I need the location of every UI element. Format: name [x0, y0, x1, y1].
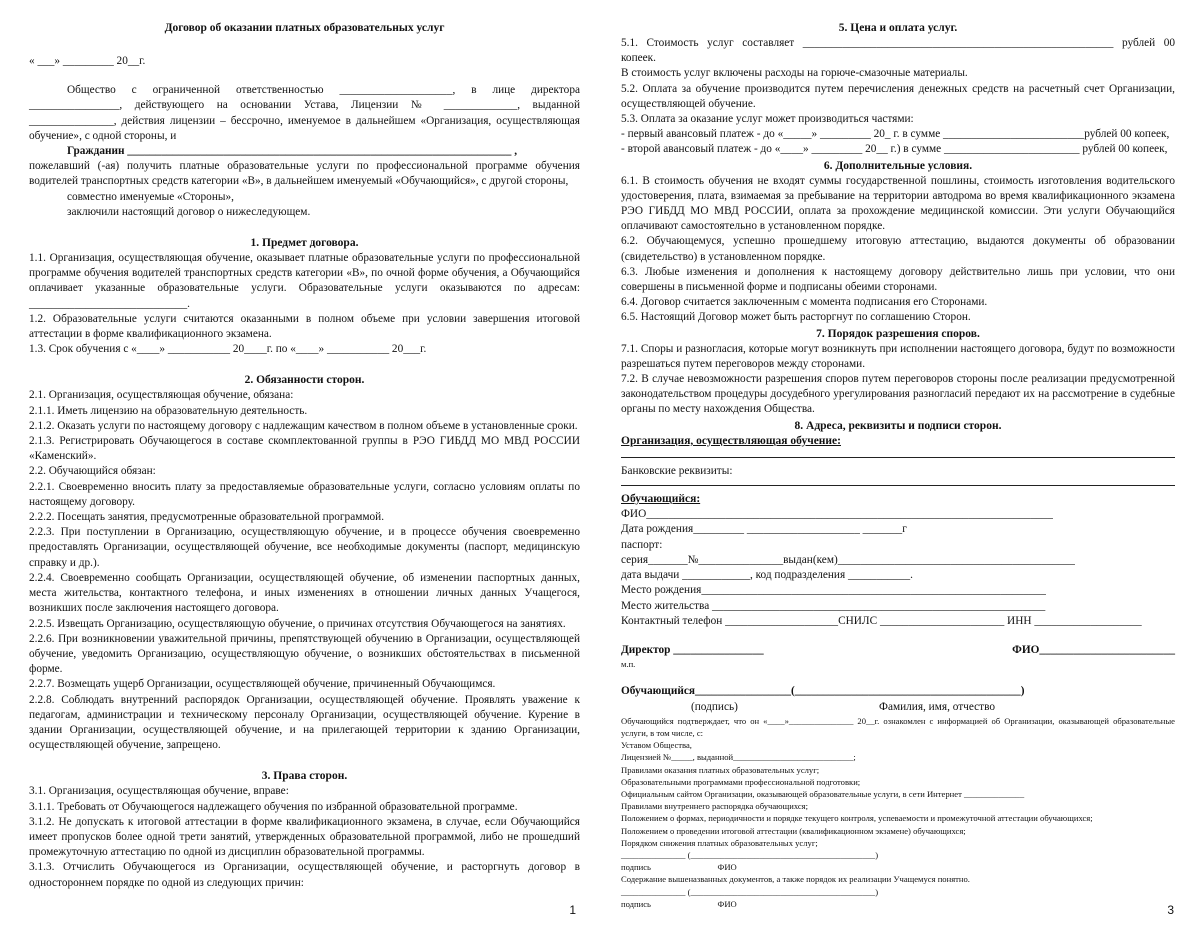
section-7-title: 7. Порядок разрешения споров.	[816, 327, 980, 340]
clause-6-5: 6.5. Настоящий Договор может быть расторгнут по соглашению Сторон.	[621, 311, 971, 324]
section-5-title: 5. Цена и оплата услуг.	[838, 22, 958, 34]
student-issue-date-field: дата выдачи ____________, код подразделения ___________.	[621, 569, 913, 582]
student-signature-line: Обучающийся_________________(________________________________________)	[621, 685, 1025, 698]
clause-1-3: 1.3. Срок обучения с «____» ___________ 20____г. по «____» ___________ 20___г.	[29, 343, 427, 356]
contract-title: Договор об оказании платных образовательных услуг	[164, 22, 445, 34]
clause-2-1: 2.1. Организация, осуществляющая обучение, обязана:	[29, 389, 294, 402]
section-3-title: 3. Права сторон.	[261, 770, 348, 783]
clause-2-1-3: 2.1.3. Регистрировать Обучающегося в составе скомплектованной группы в РЭО ГИБДД МО МВД РОССИИ «Каменский».	[29, 435, 580, 463]
ack-discount-order: Порядком снижения платных образовательных услуг;	[621, 837, 818, 848]
second-payment: - второй авансовый платеж - до «____» _________ 20__ г.) в сумме ________________________ рублей 00 копеек,	[621, 143, 1168, 156]
clause-7-2: 7.2. В случае невозможности разрешения споров путем переговоров стороны после реализации предусмотренной законодательством процедуры досудебного урегулирования разногласий передают их на рассмотрение в судебные органы по месту нахождения Общества.	[621, 373, 1175, 416]
clause-6-2: 6.2. Обучающемуся, успешно прошедшему итоговую аттестацию, выдаются документы об образовании (свидетельство) в установленном порядке.	[621, 235, 1175, 263]
clause-6-1: 6.1. В стоимость обучения не входят суммы государственной пошлины, стоимость изготовления водительского удостоверения, плата, взимаемая за пребывание на территории автодрома во время квалификационного экзамена РЭО ГИБДД МО МВД РОССИИ, оплата за прохождение медицинской комиссии. Эти услуги Обучающийся оплачивают самостоятельно в установленном порядке.	[621, 174, 1175, 233]
ack-signature-line-2: _______________ (___________________________________________)	[621, 886, 879, 897]
clause-2-2-8: 2.2.8. Соблюдать внутренний распорядок Организации, осуществляющей обучение. Проявлять уважение к педагогам, администрации и техническому персоналу Организации, осуществляющей обучение. Курение в здании Организации, осуществляющей обучение, и на прилегающей территории к зданию Организации, осуществляющей обучение, запрещено.	[29, 693, 580, 752]
section-2-title: 2. Обязанности сторон.	[244, 374, 365, 387]
ack-final-attestation: Положением о проведении итоговой аттестации (квалификационном экзамене) обучающихся;	[621, 825, 966, 836]
contract-date-line: « ___» _________ 20__г.	[29, 55, 146, 67]
ack-service-rules: Правилами оказания платных образовательных услуг;	[621, 764, 820, 775]
ack-signature-caption-2: подпись ФИО	[621, 898, 737, 909]
director-signature: Директор ________________	[621, 643, 764, 656]
signature-caption-name: Фамилия, имя, отчество	[879, 700, 995, 713]
page-number: 3	[1167, 903, 1174, 917]
ack-website: Официальным сайтом Организации, оказывающей образовательные услуги, в сети Интернет ______________	[621, 788, 1025, 799]
signature-captions	[621, 700, 1175, 715]
clause-2-1-2: 2.1.2. Оказать услуги по настоящему договору с надлежащим качеством в полном объеме в установленные сроки.	[29, 419, 578, 432]
ack-programs: Образовательными программами профессиональной подготовки;	[621, 776, 861, 787]
stamp-place: м.п.	[621, 659, 636, 670]
clause-6-4: 6.4. Договор считается заключенным с момента подписания его Сторонами.	[621, 296, 988, 309]
student-fio-field: ФИО________________________________________________________________________	[621, 508, 1053, 521]
student-passport-label: паспорт:	[621, 538, 663, 551]
clause-5-1-fuel: В стоимость услуг включены расходы на горюче-смазочные материалы.	[621, 67, 968, 80]
ack-contents-understood: Содержание вышеназванных документов, а также порядок их реализации Учащемуся понятно.	[621, 874, 970, 885]
preamble-student: пожелавший (-ая) получить платные образовательные услуги по профессиональной программе обучения водителей транспортных средств категории «В», в дальнейшем именуемый «Обучающийся», с другой стороны,	[29, 160, 580, 188]
student-passport-series-field: серия_______№_______________выдан(кем)__________________________________________	[621, 553, 1075, 566]
preamble-org: Общество с ограниченной ответственностью ____________________, в лице директора ________________, действующего на основании Устава, Лицензии № _____________, выданной _______________, действия лицензии – бессрочно, именуемое в дальнейшем «Организация, осуществляющая обучение», с одной стороны, и	[29, 84, 580, 142]
clause-3-1-3: 3.1.3. Отчислить Обучающегося из Организации, осуществляющей обучение, и расторгнуть договор в одностороннем порядке по одной из следующих причин:	[29, 861, 580, 889]
ack-internal-rules: Правилами внутреннего распорядка обучающихся;	[621, 801, 809, 812]
student-birthplace-field: Место рождения_____________________________________________________________	[621, 584, 1046, 597]
student-birthdate-field: Дата рождения_________ ____________________ _______г	[621, 523, 907, 536]
page-number: 1	[569, 903, 576, 917]
student-contacts-field: Контактный телефон ____________________СНИЛС ______________________ ИНН ___________________	[621, 614, 1142, 627]
first-payment: - первый авансовый платеж - до «_____» _________ 20_ г. в сумме _________________________рублей 00 копеек,	[621, 128, 1170, 141]
clause-1-2: 1.2. Образовательные услуги считаются оказанными в полном объеме при условии завершения итоговой аттестации в форме квалификационного экзамена.	[29, 312, 580, 341]
section-6-title: 6. Дополнительные условия.	[823, 159, 973, 172]
clause-2-2-6: 2.2.6. При возникновении уважительной причины, препятствующей обучению в Организации, осуществляющей обучение, уведомить Организацию, осуществляющую обучение, о возникших обстоятельствах в письменной форме.	[29, 632, 580, 676]
clause-1-1: 1.1. Организация, осуществляющая обучение, оказывает платные образовательные услуги по профессиональной программе обучения водителей транспортных средств категории «В», по очной форме обучения, а Обучающийся оплачивает указанные образовательные услуги. Образовательные услуги оказываются по адресам: ____________________________.	[29, 252, 580, 310]
org-line	[621, 457, 1175, 458]
clause-5-3: 5.3. Оплата за оказание услуг может производиться частями:	[621, 113, 914, 126]
director-fio: ФИО________________________	[1012, 643, 1175, 656]
clause-5-1: 5.1. Стоимость услуг составляет _______________________________________________________ рублей 00 копеек.	[621, 37, 1175, 65]
bank-line	[621, 485, 1175, 486]
student-requisites-label: Обучающийся:	[621, 493, 701, 506]
section-8-title: 8. Адреса, реквизиты и подписи сторон.	[794, 419, 1002, 432]
preamble-concluded: заключили настоящий договор о нижеследующем.	[67, 205, 311, 218]
ack-charter: Уставом Общества,	[621, 740, 692, 751]
ack-signature-caption-1: подпись ФИО	[621, 862, 737, 873]
ack-license: Лицензией №_____, выданной____________________________;	[621, 752, 856, 763]
preamble-parties: совместно именуемые «Стороны»,	[67, 190, 234, 203]
preamble-citizen: Гражданин ____________________________________________________________________ ,	[67, 145, 518, 158]
clause-3-1: 3.1. Организация, осуществляющая обучение, вправе:	[29, 785, 289, 798]
clause-2-2-5: 2.2.5. Извещать Организацию, осуществляющую обучение, о причинах отсутствия Обучающегося на занятиях.	[29, 617, 566, 630]
director-signature-row	[621, 643, 1175, 658]
page-1	[0, 0, 598, 935]
clause-2-2-2: 2.2.2. Посещать занятия, предусмотренные образовательной программой.	[29, 511, 385, 524]
clause-3-1-2: 3.1.2. Не допускать к итоговой аттестации в форме квалификационного экзамена, в случае, если Обучающийся имеет пропусков более одной трети занятий, утвержденных образовательной программой, либо не прошедший промежуточную аттестацию по одной из дисциплин образовательной программы.	[29, 815, 580, 859]
ack-intro: Обучающийся подтверждает, что он «____»_______________ 20__г. ознакомлен с информацией об Организации, оказывающей образовательные услуги, в том числе, с:	[621, 715, 1175, 738]
bank-requisites-label: Банковские реквизиты:	[621, 464, 733, 477]
org-requisites-label: Организация, осуществляющая обучение:	[621, 434, 841, 447]
page-3	[602, 0, 1200, 935]
clause-2-2-4: 2.2.4. Своевременно сообщать Организации, осуществляющей обучение, об изменении паспортных данных, места жительства, контактного телефона, и иных изменениях в отношении личных данных Учащегося, возникших после заключения настоящего договора.	[29, 571, 580, 615]
clause-7-1: 7.1. Споры и разногласия, которые могут возникнуть при исполнении настоящего договора, будут по возможности разрешаться путем переговоров между сторонами.	[621, 342, 1175, 370]
clause-2-2-7: 2.2.7. Возмещать ущерб Организации, осуществляющей обучение, причиненный Обучающимся.	[29, 678, 496, 691]
clause-2-2-1: 2.2.1. Своевременно вносить плату за предоставляемые образовательные услуги, согласно условиям оплаты по настоящему договору.	[29, 480, 580, 508]
clause-6-3: 6.3. Любые изменения и дополнения к настоящему договору действительно лишь при условии, что они совершены в письменной форме и подписаны обеими сторонами.	[621, 265, 1175, 294]
ack-signature-line-1: _______________ (___________________________________________)	[621, 849, 879, 860]
clause-5-2: 5.2. Оплата за обучение производится путем перечисления денежных средств на расчетный счет Организации, осуществляющей обучение.	[621, 82, 1175, 110]
section-1-title: 1. Предмет договора.	[250, 237, 359, 250]
student-residence-field: Место жительства ___________________________________________________________	[621, 599, 1046, 612]
clause-2-2-3: 2.2.3. При поступлении в Организацию, осуществляющую обучение, и в процессе обучения своевременно предоставлять Организации, осуществляющей обучение, все необходимые документы (паспорт, медицинскую справку и др.).	[29, 526, 580, 569]
clause-2-1-1: 2.1.1. Иметь лицензию на образовательную деятельность.	[29, 404, 308, 417]
signature-caption-sign: (подпись)	[691, 700, 738, 713]
clause-3-1-1: 3.1.1. Требовать от Обучающегося надлежащего обучения по избранной образовательной программе.	[29, 800, 518, 813]
clause-2-2: 2.2. Обучающийся обязан:	[29, 465, 156, 478]
ack-control-regulation: Положением о формах, периодичности и порядке текущего контроля, успеваемости и промежуточной аттестации обучающихся;	[621, 813, 1093, 824]
